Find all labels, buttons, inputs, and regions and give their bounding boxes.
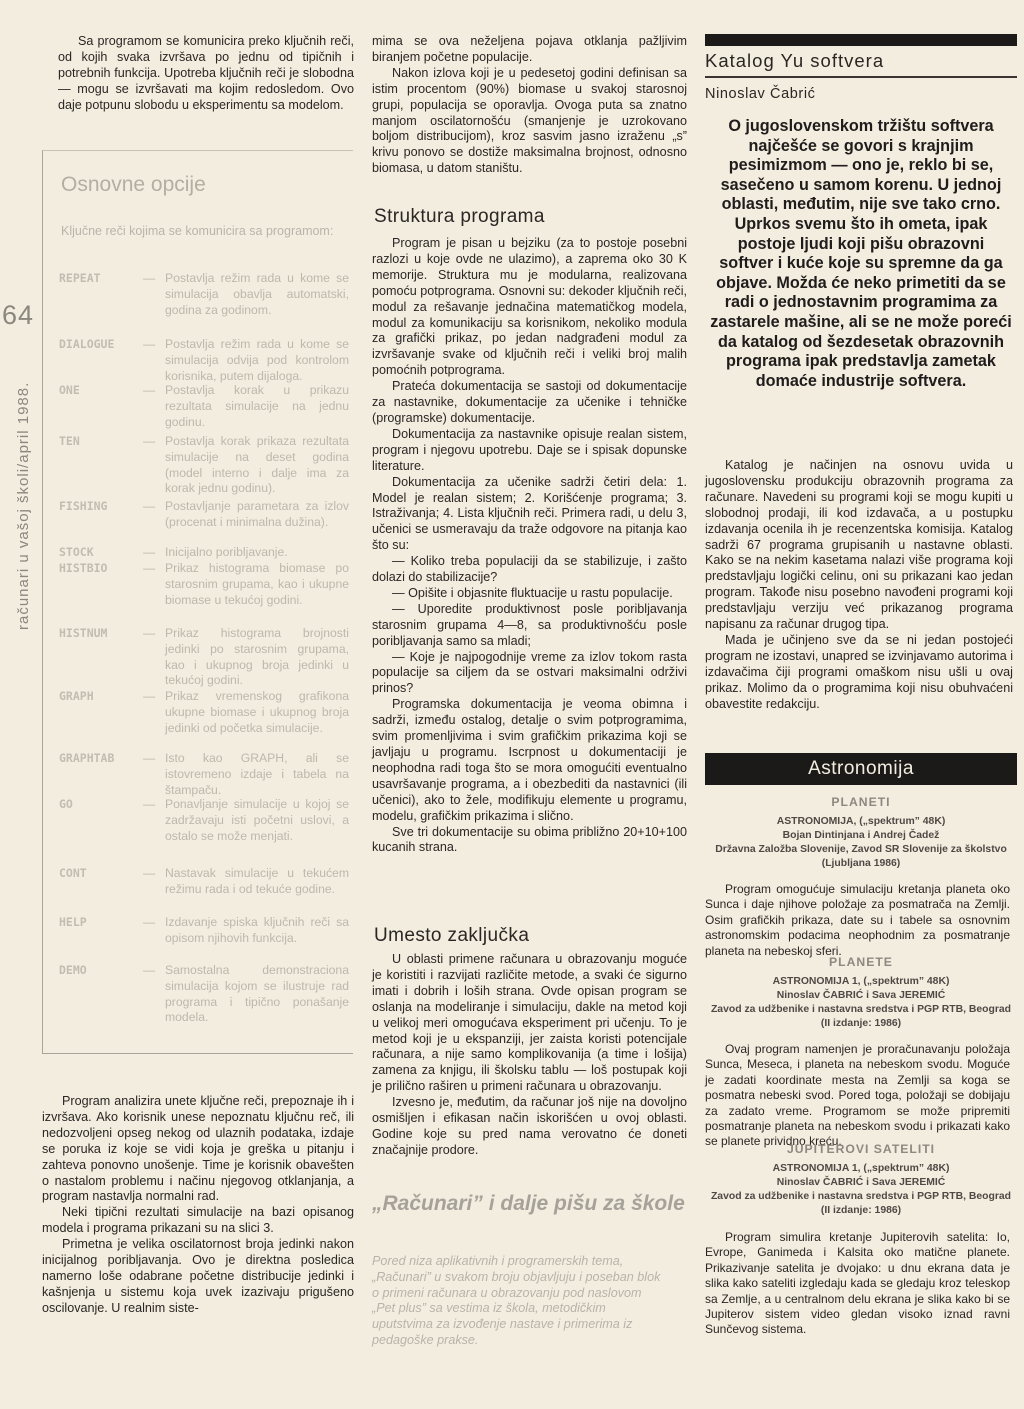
paragraph: mima se ova neželjena pojava otklanja pažljivim biranjem početne populacije.	[372, 34, 687, 64]
option-keyword: DIALOGUE	[59, 337, 115, 351]
paragraph: Nakon izlova koji je u pedesetoj godini definisan sa istim procentom (90%) biomase u svakoj starosnoj grupi, populacija se oporavlja. Ovoga puta sa znatno manjom oscilatornošću (smanjenje je uzrokovano boljom distribucijom), kroz sasvim jasno izraženu „s” krivu ponovo se dostiže maksimalna brojnost, odnosno biomasa, u datom staništu.	[372, 65, 687, 176]
section-heading-conclusion: Umesto zaključka	[374, 925, 530, 946]
option-keyword: HISTBIO	[59, 561, 108, 575]
option-description: Prikaz vremenskog grafikona ukupne biomase i ukupnog broja jedinki od početka simulacije.	[165, 689, 349, 735]
catalog-author: Ninoslav Čabrić	[705, 86, 816, 102]
option-description: Isto kao GRAPH, ali se istovremeno izdaje i tabela na štampaču.	[165, 751, 349, 797]
paragraph: Programska dokumentacija je veoma obimna i sadrži, između ostalog, detalje o svim potprogramima, svim promenljivima i svim grafičkim prikazima koji se javljaju u programu. Iscrpnost u dokumentaciji je neophodna radi toga što se mora omogućiti eventualno usavršavanje programa, a i obezbediti da nastavnici (ili učenici), ako to žele, modifikuju elemente u programu, modelu, grafičkim prikazima i slično.	[372, 697, 687, 823]
paragraph: Sa programom se komunicira preko ključnih reči, od kojih svaka izvršava po jednu od tipičnih i potrebnih funkcija. Upotreba ključnih reči je slobodna — mogu se izvršavati ma kojim redosledom. Ovo daje potpunu slobodu u eksperimentu sa modelom.	[58, 34, 354, 112]
paragraph: — Koliko treba populaciji da se stabilizuje, i zašto dolazi do stabilizacije?	[372, 554, 687, 585]
option-description: Postavlja režim rada u kome se simulacija obavlja automatski, godina za godinom.	[165, 271, 349, 317]
column-2-structure	[372, 236, 687, 856]
option-keyword: STOCK	[59, 545, 94, 559]
column-1-outro	[42, 1094, 354, 1317]
option-description: Prikaz histograma biomase po starosnim grupama, kao i ukupne biomase u tekućoj godini.	[165, 561, 349, 607]
promo-text: Pored niza aplikativnih i programerskih tema, „Računari” u svakom broju objavljuju i poseban blok o primeni računara u obrazovanju pod naslovom „Pet plus” sa vestima iz škola, metodičkim uputstvima za izvođenje nastave i primerima iz pedagoške prakse.	[372, 1254, 661, 1347]
option-description: Prikaz histograma brojnosti jedinki po starosnim grupama, kao i ukupnog broja jedinki u tekućoj godini.	[165, 626, 349, 688]
option-keyword: GRAPHTAB	[59, 751, 115, 765]
divider	[705, 76, 1017, 78]
option-keyword: GO	[59, 797, 73, 811]
option-description: Samostalna demonstraciona simulacija kojom se ilustruje rad programa i tipično ponašanje modela.	[165, 963, 349, 1025]
running-footer: računari u vašoj školi/april 1988.	[15, 381, 32, 630]
dash: —	[143, 797, 156, 811]
entry-body	[705, 882, 1010, 959]
entry-title: PLANETE	[829, 955, 893, 969]
dash: —	[143, 866, 156, 880]
section-heading-structure: Struktura programa	[374, 206, 545, 227]
dash: —	[143, 337, 156, 351]
paragraph: Prateća dokumentacija se sastoji od dokumentacije za nastavnike, dokumentacije za učenike i tehničke (programske) dokumentacije.	[372, 379, 687, 425]
entry-title: JUPITEROVI SATELITI	[786, 1142, 936, 1156]
option-keyword: HISTNUM	[59, 626, 108, 640]
paragraph: Dokumentacija za nastavnike opisuje realan sistem, program i njegovu upotrebu. Daje se i spisak dopunske literature.	[372, 426, 687, 473]
paragraph: Program omogućuje simulaciju kretanja planeta oko Sunca i daje njihove položaje za posmatrača na Zemlji. Osim grafičkih prikaza, date su i tabele sa osnovnim astronomskim podacima neophodnim za posmatranje planeta na nebeskoj sferi.	[705, 882, 1010, 958]
entry-title: PLANETI	[831, 795, 891, 809]
entry-meta: ASTRONOMIJA, („spektrum” 48K) Bojan Dintinjana i Andrej Čadež Državna Založba Slovenije, Zavod SR Slovenije za školstvo (Ljubljana 1986)	[715, 816, 1007, 869]
paragraph: Izvesno je, međutim, da računar još nije na dovoljno osmišljen i efikasan način iskorišćen u ovoj oblasti. Godine koje su pred nama verovatno će doneti značajnije prodore.	[372, 1095, 687, 1157]
paragraph: Program simulira kretanje Jupiterovih satelita: Io, Evrope, Ganimeda i Kalsita oko matične planete. Prikazivanje satelita je dvojako: u dnu ekrana data je slika kako sateliti izgledaju kada se gledaju kroz teleskop sa Zemlje, a u centralnom delu ekrana je slika kako bi se Jupiterov sistem video gledan visoko iznad ravni Sunčevog sistema.	[705, 1230, 1010, 1337]
option-keyword: REPEAT	[59, 271, 101, 285]
paragraph: Sve tri dokumentacije su obima približno 20+10+100 kucanih strana.	[372, 824, 687, 855]
paragraph: Program analizira unete ključne reči, prepoznaje ih i izvršava. Ako korisnik unese nepoznatu ključnu reč, ili nedozvoljeni opseg nekog od ulaznih podataka, izdaje se poruka iz koje se vidi koja je greška u pitanju i zahteva ponovno unošenje. Time je korisnik obavešten o nastalom problemu i načinu njegovog otklanjanja, a program nastavlja normalni rad.	[42, 1094, 354, 1204]
option-keyword: FISHING	[59, 499, 108, 513]
catalog-lead: O jugoslovenskom tržištu softvera najčešće se govori s krajnjim pesimizmom — ono je, reklo bi se, sasečeno u samom korenu. U jednoj oblasti, međutim, nije sve tako crno. Uprkos svemu što ih ometa, ipak postoje ljudi koji pišu obrazovni softver i kuće koje su spremne da ga objave. Možda će neko primetiti da se radi o jednostavnim programima za zastarele mašine, ali se ne može poreći da katalog od šezdesetak obrazovnih programa ipak predstavlja zametak domaće industrije softvera.	[710, 117, 1012, 390]
entry-meta: ASTRONOMIJA 1, („spektrum” 48K) Ninoslav ČABRIĆ i Sava JEREMIĆ Zavod za udžbenike i nastavna sredstva i PGP RTB, Beograd (II izdanje: 1986)	[710, 1163, 1012, 1216]
catalog-body	[705, 458, 1013, 713]
option-keyword: TEN	[59, 434, 80, 448]
paragraph: Program je pisan u bejziku (za to postoje posebni razlozi u koje ovde ne ulazimo), a zaprema oko 30 K memorije. Struktura mu je modularna, realizovana pomoću potprograma. Osnovni su: dekoder ključnih reči, modul za rešavanje jednačina matematičkog modela, modul za komunikaciju sa korisnikom, nekoliko modula za grafički prikaz, po jedan nadgrađeni modul za izvršavanje svake od ključnih reči i veliki broj malih pomoćnih potprograma.	[372, 236, 688, 378]
options-box	[42, 150, 353, 1054]
dash: —	[143, 963, 156, 977]
page-number: 64	[2, 300, 35, 330]
paragraph: — Koje je najpogodnije vreme za izlov tokom rasta populacije sa ciljem da se ostvari maksimalni održivi prinos?	[372, 649, 687, 696]
option-keyword: DEMO	[59, 963, 87, 977]
dash: —	[143, 751, 156, 765]
option-description: Nastavak simulacije u tekućem režimu rada i od tekuće godine.	[165, 866, 349, 896]
option-keyword: ONE	[59, 383, 80, 397]
box-title: Osnovne opcije	[61, 173, 206, 196]
entry-body	[705, 1042, 1010, 1150]
dash: —	[143, 626, 156, 640]
column-2-conclusion	[372, 952, 687, 1159]
paragraph: — Opišite i objasnite fluktuacije u rastu populacije.	[392, 585, 673, 600]
entry-body	[705, 1230, 1010, 1338]
paragraph: Primetna je velika oscilatornost broja jedinki nakon inicijalnog poribljavanja. Ovo je direktna posledica namerno loše odabrane početne distribucije jedinki i kašnjenja u sistemu koja uvek izazivaju prigušeno oscilovanje. U realnim siste-	[42, 1237, 354, 1315]
option-description: Ponavljanje simulacije u kojoj se zadržavaju isti početni uslovi, a ostalo se može menjati.	[165, 797, 349, 843]
dash: —	[143, 383, 156, 397]
dash: —	[143, 689, 156, 703]
catalog-header-bar	[705, 34, 1017, 46]
dash: —	[143, 561, 156, 575]
paragraph: Dokumentacija za učenike sadrži četiri dela: 1. Model je realan sistem; 2. Korišćenje programa; 3. Istraživanja; 4. Lista ključnih reči. Primera radi, u delu 3, učenici se usmeravaju da traže odgovore na pitanja kao što su:	[372, 474, 687, 553]
dash: —	[143, 434, 156, 448]
option-keyword: HELP	[59, 915, 87, 929]
paragraph: U oblasti primene računara u obrazovanju moguće je koristiti i razvijati različite metode, a svaki će sigurno imati i dobrih i loših strana. Ovde opisan program se oslanja na modeliranje i simulaciju, dakle na metod koji u velikoj meri omogućava eksperiment pri učenju. To je metod koji je u ekspanziji, jer zaista koristi potencijale računara, a nije samo komplikovanija (a time i lošija) zamena za knjigu, ili školsku tablu — loš postupak koji je prilično raširen u primeni računara u obrazovanju.	[372, 952, 687, 1094]
option-keyword: GRAPH	[59, 689, 94, 703]
section-banner-astronomija: Astronomija	[705, 753, 1017, 785]
dash: —	[143, 915, 156, 929]
option-description: Postavlja režim rada u kome se simulacija odvija pod kontrolom korisnika, putem dijaloga.	[165, 337, 349, 383]
paragraph: Ovaj program namenjen je proračunavanju položaja Sunca, Meseca, i planeta na nebeskom svodu. Moguće je zadati koordinate mesta na Zemlji sa koga se posmatra nebeski svod. Pored toga, položaji se dobijaju za zadato vreme. Programom se može pripremiti posmatranje planeta na nebeskom svodu i prikazati kako se planete prividno kreću.	[705, 1042, 1010, 1149]
option-description: Postavljanje parametara za izlov (procenat i minimalna dužina).	[165, 499, 349, 529]
option-description: Postavlja korak prikaza rezultata simulacije na deset godina (model interno i dalje ima za korak jednu godinu).	[165, 434, 349, 496]
paragraph: Mada je učinjeno sve da se ni jedan postojeći program ne izostavi, unapred se izvinjavamo autorima i izdavačima čiji programi omaškom nisu ušli u ovaj prikaz. Molimo da o programima koji nisu obuhvaćeni obavestite redakciju.	[705, 632, 1013, 711]
column-2-top	[372, 34, 687, 177]
dash: —	[143, 545, 156, 559]
option-description: Inicijalno poribljavanje.	[165, 545, 288, 559]
paragraph: Neki tipični rezultati simulacije na bazi opisanog modela i programa prikazani su na slici 3.	[42, 1205, 354, 1236]
box-intro: Ključne reči kojima se komunicira sa programom:	[61, 224, 334, 238]
option-description: Izdavanje spiska ključnih reči sa opisom njihovih funkcija.	[165, 915, 349, 945]
catalog-title: Katalog Yu softvera	[705, 50, 885, 71]
paragraph: — Uporedite produktivnost posle poribljavanja starosnim grupama 4—8, sa produktivnošću posle poribljavanja samo sa mladi;	[372, 601, 687, 648]
entry-meta: ASTRONOMIJA 1, („spektrum” 48K) Ninoslav ČABRIĆ i Sava JEREMIĆ Zavod za udžbenike i nastavna sredstva i PGP RTB, Beograd (II izdanje: 1986)	[710, 976, 1012, 1029]
option-keyword: CONT	[59, 866, 87, 880]
paragraph: Katalog je načinjen na osnovu uvida u jugoslovensku produkciju obrazovnih programa za računare. Navedeni su programi koji se mogu kupiti u slobodnoj prodaji, ili kod izdavača, a u postupku izdavanja ocenila ih je recenzentska komisija. Katalog sadrži 67 programa grupisanih u nastavne oblasti. Kako se na nekim kasetama nalazi više programa koji predstavljaju logički celinu, oni su prikazani kao jedan program. Takođe nisu posebno navođeni programi koji predstavljaju verziju već prikazanog programa napisanu za računar drugog tipa.	[705, 458, 1013, 632]
column-1-intro	[58, 34, 354, 114]
promo-heading: „Računari” i dalje pišu za škole	[372, 1192, 685, 1215]
dash: —	[143, 499, 156, 513]
dash: —	[143, 271, 156, 285]
option-description: Postavlja korak u prikazu rezultata simulacije na jednu godinu.	[165, 383, 349, 429]
